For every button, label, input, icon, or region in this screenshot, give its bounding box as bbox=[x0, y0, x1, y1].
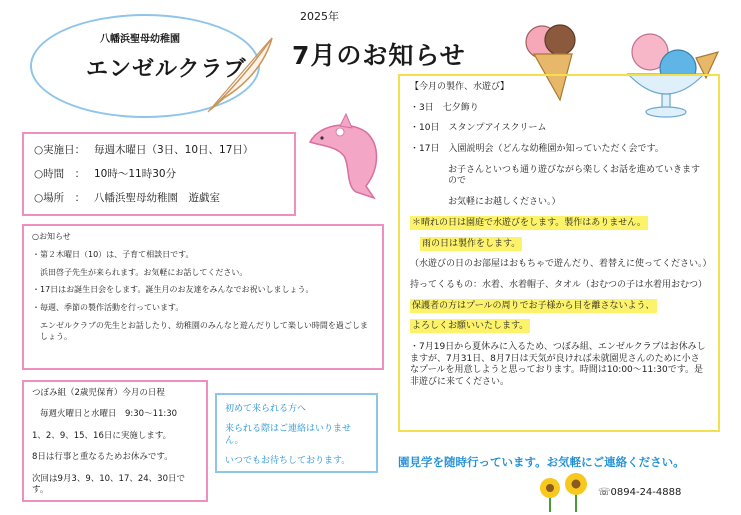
highlight-parents: 保護者の方はプールの周りでお子様から目を離さないよう、 bbox=[412, 300, 655, 311]
first-time-line: いつでもお待ちしております。 bbox=[225, 456, 351, 467]
schedule-box bbox=[22, 380, 208, 502]
activity-item: ・3日 七夕飾り bbox=[410, 102, 479, 113]
schedule-line: 1、2、9、15、16日に実施します。 bbox=[32, 430, 172, 441]
notice-line: エンゼルクラブの先生とお話したり、幼稚園のみんなと遊んだりして楽しい時間を過ごしましょう。 bbox=[40, 320, 368, 341]
dolphin-icon bbox=[300, 112, 386, 204]
club-name: エンゼルクラブ bbox=[86, 57, 247, 82]
page-title: 7月のお知らせ bbox=[292, 41, 466, 70]
info-key: ○時間 ： bbox=[34, 168, 86, 180]
bring-items: 持ってくるもの：水着、水着帽子、タオル（おむつの子は水着用おむつ） bbox=[410, 279, 708, 290]
activity-item: ・10日 スタンプアイスクリーム bbox=[410, 123, 547, 134]
info-box bbox=[22, 132, 296, 216]
schedule-line: 毎週火曜日と水曜日 9:30〜11:30 bbox=[40, 409, 178, 420]
visit-notice: 園見学を随時行っています。お気軽にご連絡ください。 bbox=[398, 455, 685, 469]
year-label: 2025年 bbox=[300, 10, 339, 23]
first-time-box bbox=[215, 393, 378, 473]
org-name: 八幡浜聖母幼稚園 bbox=[100, 34, 180, 45]
info-row-date bbox=[34, 142, 284, 157]
info-value: 10時〜11時30分 bbox=[94, 168, 177, 180]
notice-heading: ○お知らせ bbox=[32, 232, 71, 241]
activity-item: ・17日 入園説明会（どんな幼稚園か知っていただく会です。 bbox=[410, 144, 664, 155]
info-key: ○場所 ： bbox=[34, 192, 86, 204]
activity-sub: お気軽にお越しください。） bbox=[448, 197, 561, 208]
schedule-line: 8日は行事と重なるためお休みです。 bbox=[32, 452, 173, 463]
schedule-line: 次回は9月3、9、10、17、24、30日です。 bbox=[32, 473, 185, 496]
activity-sub: お子さんといつも通り遊びながら楽しくお話を進めていきますので bbox=[448, 164, 701, 187]
sunflower-icon bbox=[536, 472, 594, 512]
phone-number: ☏0894-24-4888 bbox=[598, 487, 682, 498]
first-time-line: 初めて来られる方へ bbox=[225, 404, 307, 414]
activities-box bbox=[398, 74, 720, 432]
notice-line: ・毎週、季節の製作活動を行っています。 bbox=[32, 303, 184, 313]
info-row-time bbox=[34, 166, 284, 181]
highlight-request: よろしくお願いいたします。 bbox=[412, 321, 529, 332]
notice-box bbox=[22, 224, 384, 370]
feather-icon bbox=[200, 32, 280, 116]
summer-notice: ・7月19日から夏休みに入るため、つぼみ組、エンゼルクラブはお休みしますが、7月31日、8月7日は天気が良ければ未就園児さんのために小さなプールを用意しようと思っております。時間は10:00〜11:30です。是非遊びに来てください。 bbox=[410, 341, 706, 387]
highlight-sunny: ＊晴れの日は園庭で水遊びをします。製作はありません。 bbox=[412, 217, 646, 228]
highlight-rainy: 雨の日は製作をします。 bbox=[422, 238, 521, 249]
activity-note: （水遊びの日のお部屋はおもちゃで遊んだり、着替えに使ってください。） bbox=[410, 259, 712, 270]
notice-line: ・第２木曜日（10）は、子育て相談日です。 bbox=[32, 249, 194, 259]
notice-line: ・17日はお誕生日会をします。誕生月のお友達をみんなでお祝いしましょう。 bbox=[32, 285, 314, 295]
first-time-line: 来られる際はご連絡はいりません。 bbox=[225, 424, 352, 447]
info-value: 毎週木曜日（3日、10日、17日） bbox=[94, 144, 254, 156]
info-row-place bbox=[34, 190, 284, 205]
info-value: 八幡浜聖母幼稚園 遊戯室 bbox=[94, 192, 220, 204]
schedule-title: つぼみ組（2歳児保育）今月の日程 bbox=[32, 388, 165, 398]
info-key: ○実施日： bbox=[34, 144, 86, 156]
notice-line: 浜田啓子先生が来られます。お気軽にお話してください。 bbox=[40, 267, 248, 277]
activities-heading: 【今月の製作、水遊び】 bbox=[410, 82, 510, 92]
